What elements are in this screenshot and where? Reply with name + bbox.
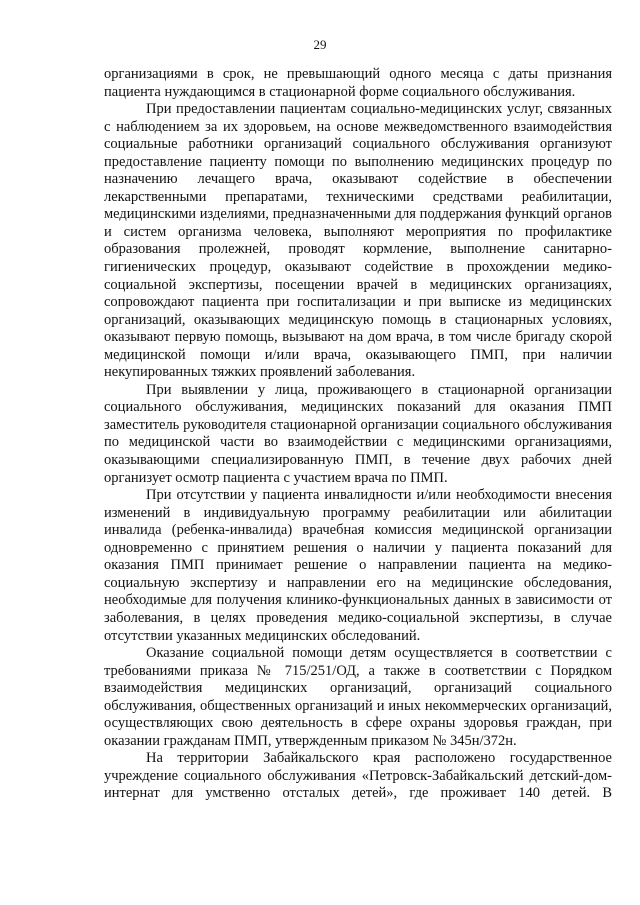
paragraph-social-medical-services: При предоставлении пациентам социально-медицинских услуг, связанных с наблюдением за их здоровьем, на основе межведомственного взаимодействия социальные работники организаций социального обслуживания организуют предоставление пациенту помощи по выполнению медицинских процедур по назначению лечащего врача, оказывают содействие в обеспечении лекарственными препаратами, техническими средствами реабилитации, медицинскими изделиями, предназначенными для поддержания функций органов и систем организма человека, выполняют мероприятия по профилактике образования пролежней, проводят кормление, выполнение санитарно-гигиенических процедур, оказывают содействие в прохождении медико-социальной экспертизы, посещении врачей в медицинских организациях, сопровождают пациента при госпитализации и при выписке из медицинских организаций, оказывающих медицинскую помощь в стационарных условиях, оказывают первую помощь, вызывают на дом врача, в том числе бригаду скорой медицинской помощи и/или врача, оказывающего ПМП, при наличии некупированных тяжких проявлений заболевания. [104, 101, 612, 381]
paragraph-disability-assessment: При отсутствии у пациента инвалидности и/или необходимости внесения изменений в индивидуальную программу реабилитации или абилитации инвалида (ребенка-инвалида) врачебная комиссия медицинской организации одновременно с принятием решения о наличии у пациента показаний для оказания ПМП принимает решение о направлении пациента на медико-социальную экспертизу и направлении его на медицинские обследования, необходимые для получения клинико-функциональных данных в зависимости от заболевания, в целях проведения медико-социальной экспертизы, в случае отсутствии указанных медицинских обследований. [104, 487, 612, 644]
paragraph-zabaikalsky-territory: На территории Забайкальского края расположено государственное учреждение социального обслуживания «Петровск-Забайкальский детский-дом-интернат для умственно отсталых детей», где проживает 140 детей. В [104, 750, 612, 802]
paragraph-child-social-assistance: Оказание социальной помощи детям осуществляется в соответствии с требованиями приказа № 715/251/ОД, а также в соответствии с Порядком взаимодействия медицинских организаций, организаций социального обслуживания, общественных организаций и иных некоммерческих организаций, осуществляющих свою деятельность в сфере охраны здоровья граждан, при оказании гражданам ПМП, утвержденным приказом № 345н/372н. [104, 645, 612, 749]
document-body [104, 66, 612, 803]
page-number: 29 [313, 37, 327, 52]
paragraph-medical-indications: При выявлении у лица, проживающего в стационарной организации социального обслуживания, медицинских показаний для оказания ПМП заместитель руководителя стационарной организации социального обслуживания по медицинской части во взаимодействии с медицинскими организациями, оказывающими специализированную ПМП, в течение двух рабочих дней организует осмотр пациента с участием врача по ПМП. [104, 381, 612, 486]
paragraph-continuation: организациями в срок, не превышающий одного месяца с даты признания пациента нуждающимся в стационарной форме социального обслуживания. [104, 66, 612, 100]
